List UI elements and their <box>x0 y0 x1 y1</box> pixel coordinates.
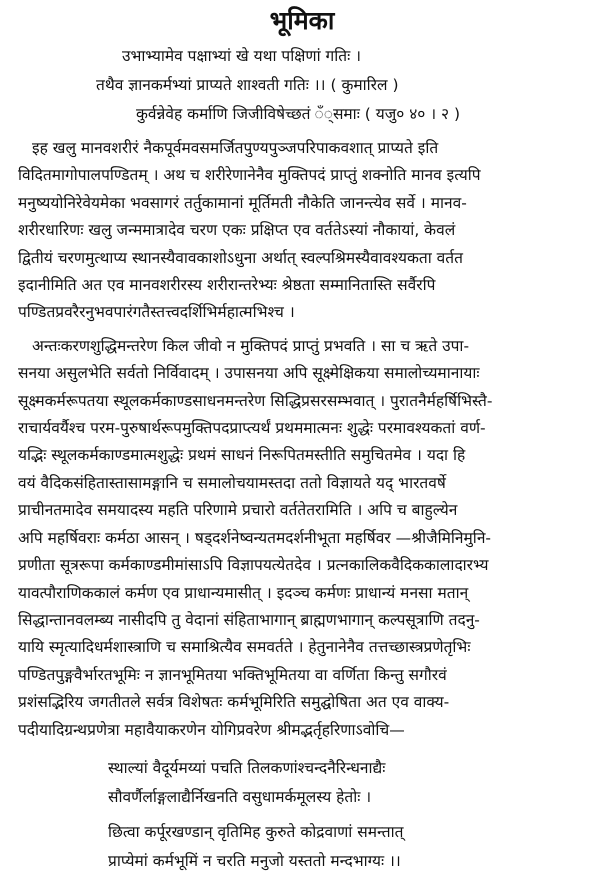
opening-verse-line: तथैव ज्ञानकर्मभ्यां प्राप्यते शाश्वती गतिः ।। ( कुमारिल ) <box>96 76 399 94</box>
closing-verses <box>18 754 586 876</box>
text-line: सूक्ष्मकर्मरूपतया स्थूलकर्मकाण्डसाधनमन्तरेण सिद्धिप्रसरसम्भवात् । पुरातनैर्महर्षिभिस्तै- <box>18 391 493 410</box>
page-title: भूमिका <box>269 6 335 35</box>
text-line: सिद्धान्तानवलम्ब्य नासीदपि तु वेदानां संहिताभागान् ब्राह्मणभागान् कल्पसूत्राणि तदनु- <box>18 610 480 629</box>
text-line: यावत्पौराणिककालं कर्मण एव प्राधान्यमासीत् । इदञ्च कर्मणः प्राधान्यं मनसा मतान् <box>18 583 469 602</box>
paragraph-2 <box>18 333 586 744</box>
text-line: पण्डितपुङ्गवैर्भारतभूमिः न ज्ञानभूमितया भक्तिभूमितया वा वर्णिता किन्तु सगौरवं <box>18 665 447 684</box>
text-line: विदितमागोपालपण्डितम् । अथ च शरीरेणानेनैव मुक्तिपदं प्राप्तुं शक्नोति मानव इत्यपि <box>18 166 481 185</box>
text-line: शरीरधारिणः खलु जन्ममात्रादेव चरण एकः प्रक्षिप्त एव वर्ततेऽस्यां नौकायां, केवलं <box>18 221 456 240</box>
closing-verse-line: प्राप्येमां कर्मभूमिं न चरति मनुजो यस्ततो मन्दभाग्यः ।। <box>108 851 401 870</box>
text-line: प्राचीनतमादेव समयादस्य महति परिणामे प्रचारो वर्ततेतरामिति । अपि च बाहुल्येन <box>18 501 458 520</box>
text-line: पदीयादिग्रन्थप्रणेत्रा महावैयाकरणेन योगिप्रवरेण श्रीमद्भर्तृहरिणाऽवोचि— <box>18 720 405 739</box>
text-line: सनया असुलभेति सर्वतो निर्विवादम् । उपासनया अपि सूक्ष्मेक्षिकया समालोच्यमानायाः <box>18 364 480 383</box>
text-line: पण्डितप्रवरैरनुभवपारंगतैस्तत्त्वदर्शिभिर्महात्मभिश्च । <box>18 303 295 322</box>
opening-verse-line: उभाभ्यामेव पक्षाभ्यां खे यथा पक्षिणां गतिः । <box>122 47 362 65</box>
text-line: मनुष्ययोनिरेवेयमेका भवसागरं तर्तुकामानां मूर्तिमती नौकेति जानन्त्येव सर्वे । मानव- <box>18 193 467 212</box>
text-line: प्रशंसद्भिरिय जगतीतले सर्वत्र विशेषतः कर्मभूमिरिति समुद्घोषिता अत एव वाक्य- <box>18 693 450 712</box>
opening-verses <box>18 42 586 129</box>
text-line: यायि स्मृत्यादिधर्मशास्त्राणि च समाश्रित्यैव समवर्तते । हेतुनानेनैव तत्तच्छास्त्रप्रणेतृभिः <box>18 638 471 657</box>
paragraph-1 <box>18 135 586 327</box>
closing-verse-line: स्थाल्यां वैदूर्यमय्यां पचति तिलकणांश्चन्दनैरिन्धनाद्यैः <box>108 758 386 777</box>
opening-verse-line: कुर्वन्नेवेह कर्माणि जिजीविषेच्छतं ँ्समाः ( यजु० ४० । २ ) <box>136 105 461 123</box>
text-line: वयं वैदिकसंहितास्तासामङ्गानि च समालोचयामस्तदा ततो विज्ञायते यद् भारतवर्षे <box>18 473 446 492</box>
text-line: प्रणीता सूत्ररूपा कर्मकाण्डमीमांसाऽपि विज्ञापयत्येतदेव । प्रत्नकालिकवैदिककालादारभ्य <box>18 556 489 575</box>
text-line: यद्भिः स्थूलकर्मकाण्डमात्मशुद्धेः प्रथमं साधनं निरूपितमस्तीति समुचितमेव । यदा हि <box>18 446 466 465</box>
text-line: राचार्यवर्यैश्च परम-पुरुषार्थरूपमुक्तिपदप्राप्त्यर्थं प्रथममात्मनः शुद्धेः परमावश्यकतां वर्ण- <box>18 419 486 438</box>
text-line: अपि महर्षिवराः कर्मठा आसन् । षड्दर्शनेष्वन्यतमदर्शनीभूता महर्षिवर —श्रीजैमिनिमुनि- <box>18 528 492 547</box>
text-line: द्वितीयं चरणमुत्थाप्य स्थानस्यैवावकाशोऽधुना अर्थात् स्वल्पश्रिमस्यैवावश्यकता वर्तत <box>18 248 463 267</box>
text-line: अन्तःकरणशुद्धिमन्तरेण किल जीवो न मुक्तिपदं प्राप्तुं प्रभवति । सा च ऋते उपा- <box>32 336 470 355</box>
closing-verse-line: सौवर्णैर्लाङ्गलाद्यैर्निखनति वसुधामर्कमूलस्य हेतोः । <box>108 787 372 806</box>
closing-verse-line: छित्वा कर्पूरखण्डान् वृतिमिह कुरुते कोद्रवाणां समन्तात् <box>108 822 404 841</box>
text-line: इदानीमिति अत एव मानवशरीरस्य शरीरान्तरेभ्यः श्रेष्ठता सम्मानितास्ति सर्वैरपि <box>18 276 436 295</box>
text-line: इह खलु मानवशरीरं नैकपूर्वमवसमर्जितपुण्यपुञ्जपरिपाकवशात् प्राप्यते इति <box>32 139 439 157</box>
